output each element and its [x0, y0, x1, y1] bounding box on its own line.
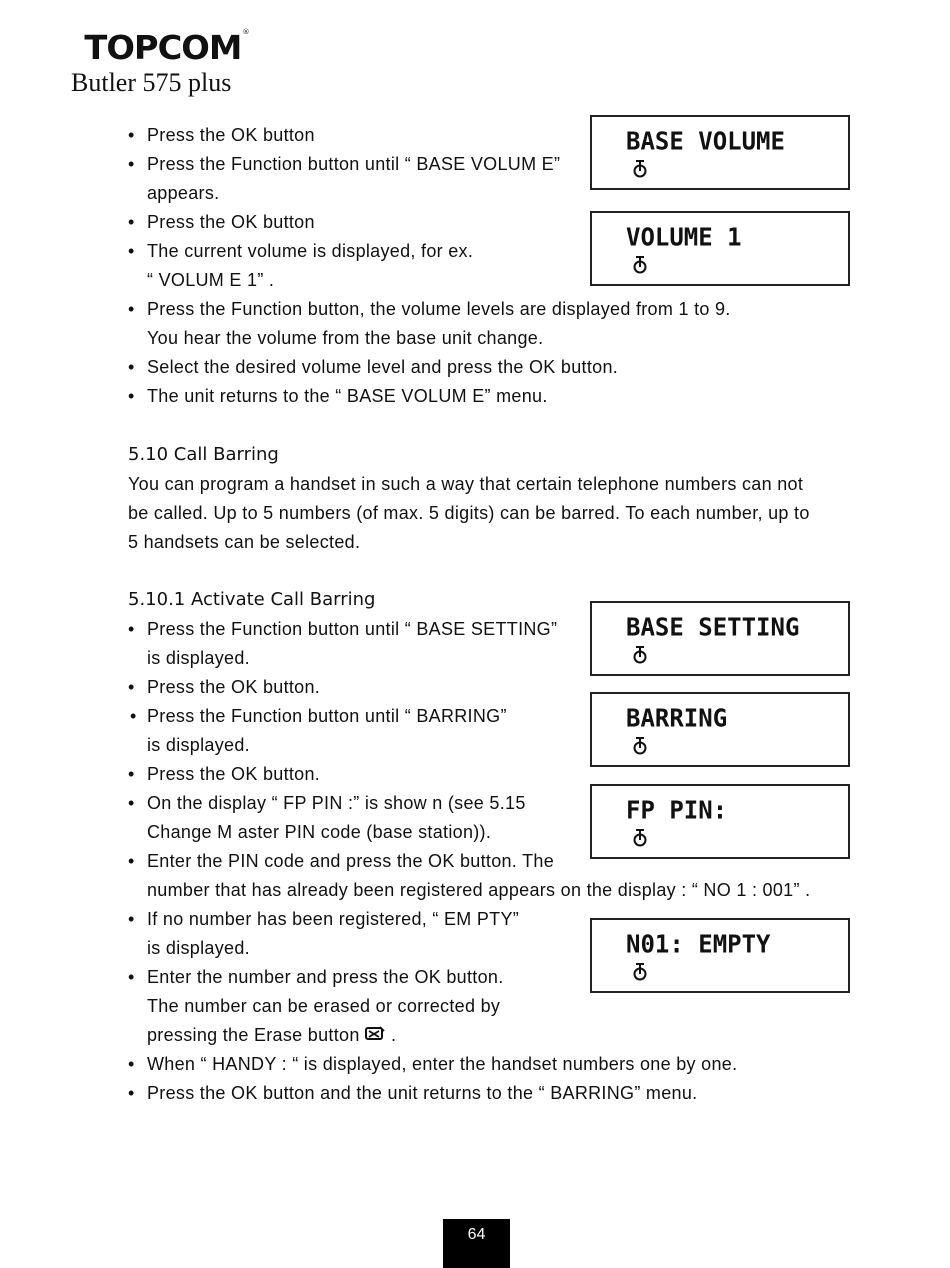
lcd-screen-barring: [590, 692, 850, 767]
lcd-screen-empty: [590, 918, 850, 993]
section-heading: 5.10 Call Barring: [128, 444, 279, 465]
text-line: Press the OK button: [147, 125, 315, 145]
lcd-text: VOLUME 1: [626, 222, 742, 252]
page-number: 64: [443, 1219, 510, 1268]
text-line: Press the OK button and the unit returns to the “ BARRING” menu.: [147, 1083, 698, 1103]
lcd-screen-base-volume: [590, 115, 850, 190]
bullet: •: [130, 706, 137, 726]
text-line: Press the OK button: [147, 212, 315, 232]
bullet: •: [128, 967, 135, 987]
text-line: Select the desired volume level and press the OK button.: [147, 357, 619, 377]
text-line: Enter the PIN code and press the OK button. The: [147, 851, 555, 871]
bullet: •: [128, 793, 135, 813]
handset-icon: [632, 735, 648, 755]
text-line: Change M aster PIN code (base station)).: [147, 822, 492, 842]
text-line: Press the OK button.: [147, 764, 321, 784]
text-line: When “ HANDY : “ is displayed, enter the handset numbers one by one.: [147, 1054, 738, 1074]
lcd-text: FP PIN:: [626, 795, 728, 825]
bullet: •: [128, 357, 135, 377]
text-line: The unit returns to the “ BASE VOLUM E” menu.: [147, 386, 548, 406]
text-line: Press the Function button until “ BASE SETTING”: [147, 619, 558, 639]
subsection-heading: 5.10.1 Activate Call Barring: [128, 589, 376, 610]
lcd-text: BASE VOLUME: [626, 126, 785, 156]
handset-icon: [632, 827, 648, 847]
bullet: •: [128, 154, 135, 174]
lcd-text: BASE SETTING: [626, 612, 800, 642]
text-line: On the display “ FP PIN :” is show n (see 5.15: [147, 793, 526, 813]
text-line: Press the Function button until “ BARRING”: [147, 706, 507, 726]
brand-logo: [84, 28, 248, 67]
text-line: appears.: [147, 183, 220, 203]
bullet: •: [128, 299, 135, 319]
handset-icon: [632, 961, 648, 981]
bullet: •: [128, 677, 135, 697]
text-line: If no number has been registered, “ EM PTY”: [147, 909, 520, 929]
text-line: “ VOLUM E 1” .: [147, 270, 275, 290]
text-line: You hear the volume from the base unit change.: [147, 328, 544, 348]
text-line: Press the Function button, the volume levels are displayed from 1 to 9.: [147, 299, 731, 319]
erase-button-icon: [364, 1025, 386, 1043]
lcd-screen-fp-pin: [590, 784, 850, 859]
bullet: •: [128, 386, 135, 406]
text-line: The number can be erased or corrected by: [147, 996, 501, 1016]
text-line: Press the Function button until “ BASE VOLUM E”: [147, 154, 561, 174]
handset-icon: [632, 644, 648, 664]
registered-mark: ®: [242, 28, 249, 36]
text-line: Press the OK button.: [147, 677, 321, 697]
bullet: •: [128, 125, 135, 145]
paragraph-line: be called. Up to 5 numbers (of max. 5 digits) can be barred. To each number, up to: [128, 503, 810, 523]
text-line: is displayed.: [147, 938, 250, 958]
bullet: •: [128, 851, 135, 871]
text-line: Enter the number and press the OK button.: [147, 967, 504, 987]
bullet: •: [128, 619, 135, 639]
bullet: •: [128, 1054, 135, 1074]
lcd-screen-base-setting: [590, 601, 850, 676]
lcd-text: BARRING: [626, 703, 728, 733]
brand-name: TOPCOM: [84, 28, 242, 67]
text-line: The current volume is displayed, for ex.: [147, 241, 474, 261]
bullet: •: [128, 212, 135, 232]
model-title: Butler 575 plus: [71, 68, 232, 97]
handset-icon: [632, 158, 648, 178]
text-line: number that has already been registered appears on the display : “ NO 1 : 001” .: [147, 880, 811, 900]
lcd-text: N01: EMPTY: [626, 929, 771, 959]
bullet: •: [128, 909, 135, 929]
text-line: is displayed.: [147, 648, 250, 668]
lcd-screen-volume-1: [590, 211, 850, 286]
erase-instruction: pressing the Erase button: [147, 1025, 360, 1045]
erase-period: .: [390, 1025, 397, 1045]
handset-icon: [632, 254, 648, 274]
paragraph-line: You can program a handset in such a way that certain telephone numbers can not: [128, 474, 804, 494]
text-line-erase: [147, 1024, 396, 1046]
text-line: is displayed.: [147, 735, 250, 755]
bullet: •: [128, 241, 135, 261]
bullet: •: [128, 1083, 135, 1103]
bullet: •: [128, 764, 135, 784]
paragraph-line: 5 handsets can be selected.: [128, 532, 361, 552]
